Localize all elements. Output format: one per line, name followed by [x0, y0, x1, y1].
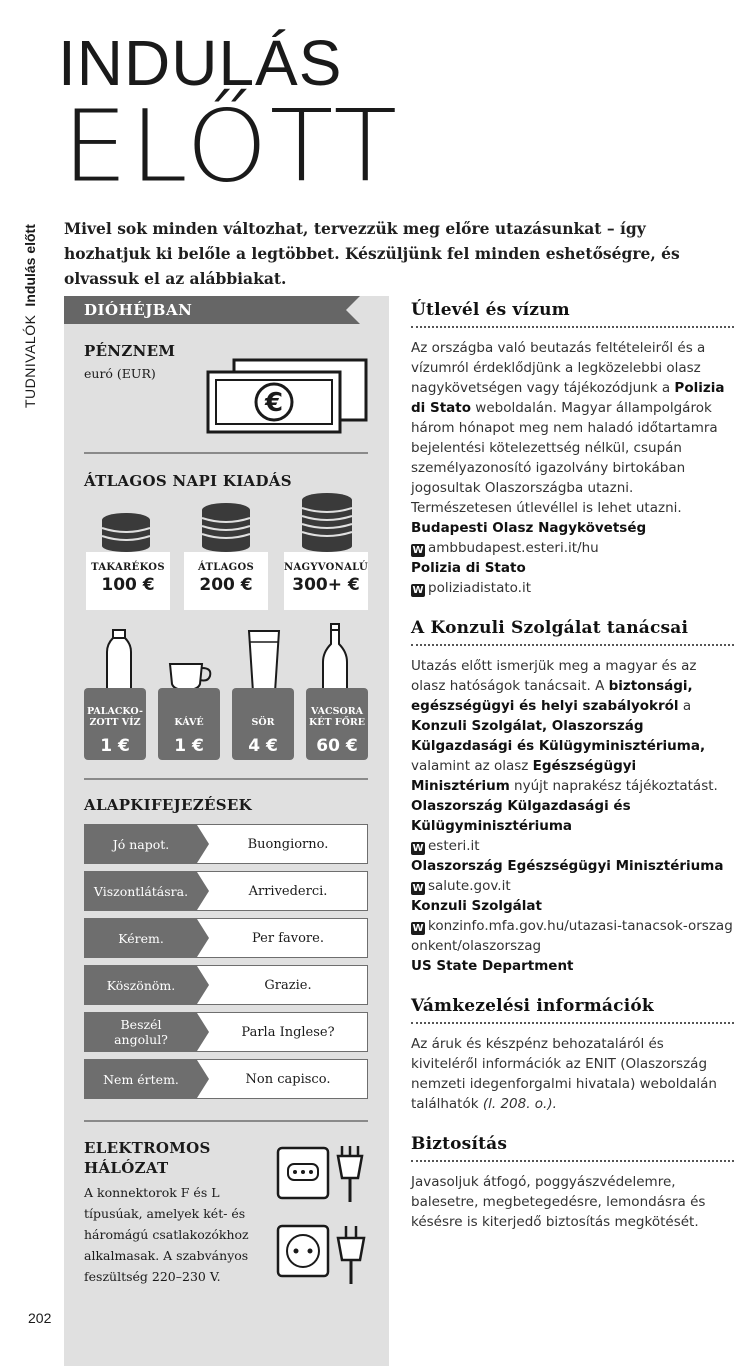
spend-tier-label: TAKARÉKOS: [91, 562, 165, 573]
beer-glass-icon: [246, 628, 282, 696]
contact-name: Budapesti Olasz Nagykövetség: [411, 520, 647, 536]
divider: [84, 452, 368, 454]
socket-type-f-icon: [276, 1224, 376, 1286]
coin-stack-large-icon: [298, 492, 356, 552]
phrase-row: [84, 918, 368, 958]
coin-stack-medium-icon: [198, 502, 254, 552]
price-label: PALACKO-ZOTT VÍZ: [86, 706, 143, 728]
electric-heading-line1: ELEKTROMOS: [84, 1139, 211, 1157]
web-icon: W: [412, 585, 424, 596]
web-icon: W: [412, 923, 424, 934]
price-value: 1 €: [174, 736, 204, 756]
phrase-hungarian: Beszél angolul?: [85, 1013, 197, 1051]
divider: [84, 778, 368, 780]
panel-header: DIÓHÉJBAN: [64, 296, 332, 324]
electric-text: A konnektorok F és L típusúak, amelyek két- és háromágú csatlakozókhoz alkalmasak. A szabványos feszültség 220–230 V.: [84, 1185, 249, 1284]
insurance-text: Javasoljuk átfogó, poggyászvédelemre, balesetre, megbetegedésre, lemondásra és késésre is kiterjedő biztosítás megkötését.: [411, 1174, 706, 1230]
spend-tier-card: [86, 552, 170, 610]
phrase-hungarian: Viszontlátásra.: [85, 872, 197, 910]
phrase-italian: Arrivederci.: [248, 883, 328, 899]
consular-heading: A Konzuli Szolgálat tanácsai: [411, 618, 734, 646]
spend-tier-value: 200 €: [199, 575, 253, 595]
price-value: 4 €: [248, 736, 278, 756]
price-card: [158, 688, 220, 760]
side-category: TUDNIVALÓK: [22, 314, 38, 408]
price-card: [232, 688, 294, 760]
nutshell-panel: [64, 296, 389, 1366]
socket-type-l-icon: [276, 1144, 376, 1206]
side-section-label: [18, 190, 48, 410]
wine-bottle-icon: [320, 622, 350, 696]
spend-tier-label: NAGYVONALÚ: [284, 562, 368, 573]
customs-text: Az áruk és készpénz behozataláról és kiviteléről információk az ENIT (Olaszország nemzeti idegenforgalmi hivatala) weboldalán találhatók (l. 208. o.).: [411, 1036, 717, 1112]
euro-symbol: €: [264, 388, 284, 418]
phrase-italian: Non capisco.: [245, 1071, 331, 1087]
passport-text: Az országba való beutazás feltételeiről és a vízumról érdeklődjünk a legközelebbi olasz nagykövetségen vagy tájékozódjunk a Polizia di Stato weboldalán. Magyar állampolgárok három hónapot meg nem haladó időtartamra bejelentési kötelezettség nélkül, csupán személyazonosító igazolvány birtokában jogosultak Olaszországba utazni. Természetesen útlevéllel is lehet utazni.: [411, 340, 725, 516]
website-link[interactable]: W konzinfo.mfa.gov.hu/utazasi-tanacsok-orszagonkent/olaszorszag: [411, 918, 733, 954]
contact-name: Olaszország Külgazdasági és Külügyminisztériuma: [411, 798, 631, 834]
passport-heading: Útlevél és vízum: [411, 300, 734, 328]
phrase-hungarian: Nem értem.: [85, 1060, 197, 1098]
spend-tier-label: ÁTLAGOS: [197, 562, 255, 573]
phrase-italian: Grazie.: [264, 977, 312, 993]
coin-stack-small-icon: [98, 512, 154, 552]
spend-tier-card: [284, 552, 368, 610]
intro-text: Mivel sok minden változhat, tervezzük meg előre utazásunkat – így hozhatjuk ki belőle a legtöbbet. Készüljünk fel minden eshetőségre, és olvassuk el az alábbiakat.: [64, 219, 680, 288]
electric-heading-line2: HÁLÓZAT: [84, 1159, 169, 1177]
phrase-hungarian: Kérem.: [85, 919, 197, 957]
phrase-row: [84, 871, 368, 911]
web-icon: W: [412, 843, 424, 854]
price-card: [306, 688, 368, 760]
phrase-hungarian: Jó napot.: [85, 825, 197, 863]
price-card: [84, 688, 146, 760]
water-bottle-icon: [104, 628, 134, 694]
phrases-heading: ALAPKIFEJEZÉSEK: [84, 796, 252, 814]
divider: [84, 1120, 368, 1122]
price-value: 1 €: [100, 736, 130, 756]
website-link[interactable]: W salute.gov.it: [412, 878, 511, 894]
electric-heading: [84, 1138, 211, 1178]
info-column: [411, 300, 734, 1232]
spend-tier-value: 100 €: [101, 575, 155, 595]
phrase-italian: Parla Inglese?: [241, 1024, 335, 1040]
phrase-italian: Per favore.: [252, 930, 324, 946]
price-label: VACSORA KÉT FŐRE: [308, 706, 366, 728]
price-label: SÖR: [251, 717, 275, 728]
daily-spend-heading: ÁTLAGOS NAPI KIADÁS: [84, 472, 292, 490]
website-link[interactable]: W poliziadistato.it: [412, 580, 532, 596]
page-number: 202: [28, 1310, 52, 1326]
website-link[interactable]: W ambbudapest.esteri.it/hu: [412, 540, 599, 556]
price-value: 60 €: [316, 736, 358, 756]
website-link[interactable]: W esteri.it: [412, 838, 480, 854]
phrase-row: [84, 824, 368, 864]
web-icon: W: [412, 545, 424, 556]
page-title-line1: INDULÁS: [58, 27, 343, 99]
insurance-heading: Biztosítás: [411, 1134, 734, 1162]
page-title-line2: ELŐTT: [62, 88, 400, 205]
side-section: Indulás előtt: [22, 224, 38, 307]
currency-heading: PÉNZNEM: [84, 342, 176, 360]
web-icon: W: [412, 883, 424, 894]
customs-heading: Vámkezelési információk: [411, 996, 734, 1024]
contact-name: Olaszország Egészségügyi Minisztériuma: [411, 858, 724, 874]
price-label: KÁVÉ: [174, 717, 204, 728]
spend-tier-card: [184, 552, 268, 610]
contact-name: Polizia di Stato: [411, 560, 526, 576]
phrase-row: [84, 1012, 368, 1052]
banknote-icon: [204, 356, 374, 436]
consular-text: Utazás előtt ismerjük meg a magyar és az olasz hatóságok tanácsait. A biztonsági, egészségügyi és helyi szabályokról a Konzuli Szolgálat, Olaszország Külgazdasági és Külügyminisztériuma, valamint az olasz Egészségügyi Minisztérium nyújt naprakész tájékoztatást.: [411, 658, 718, 794]
phrase-hungarian: Köszönöm.: [85, 966, 197, 1004]
phrase-row: [84, 1059, 368, 1099]
phrase-row: [84, 965, 368, 1005]
currency-value: euró (EUR): [84, 366, 156, 381]
phrase-italian: Buongiorno.: [247, 836, 329, 852]
contact-name: US State Department: [411, 958, 574, 974]
contact-name: Konzuli Szolgálat: [411, 898, 542, 914]
spend-tier-value: 300+ €: [292, 575, 360, 595]
